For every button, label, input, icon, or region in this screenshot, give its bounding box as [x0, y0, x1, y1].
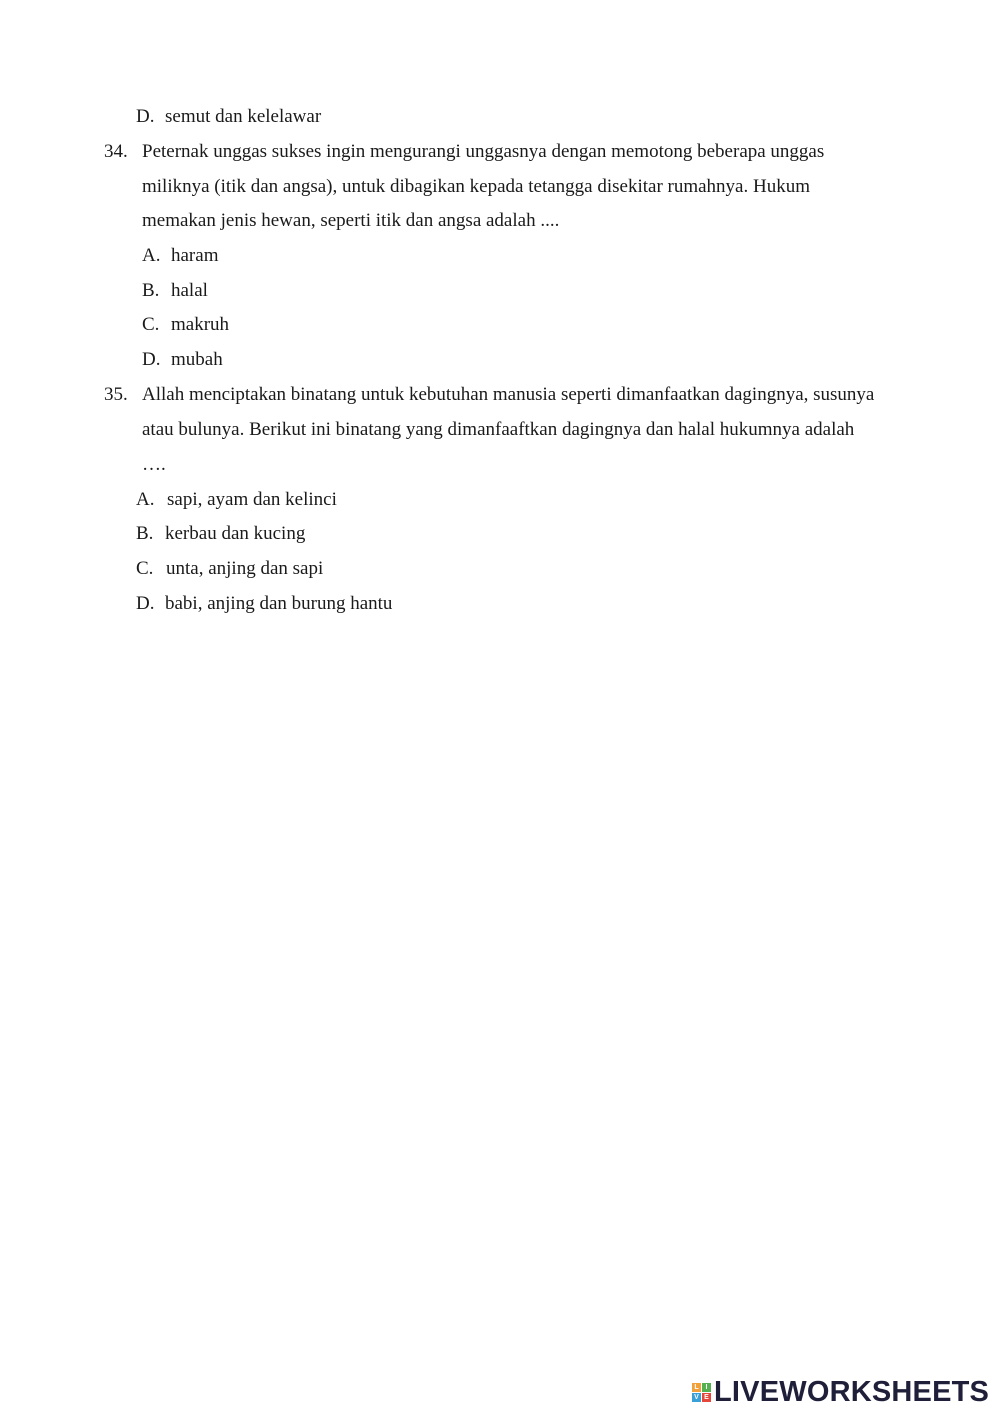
option-text: mubah: [171, 349, 223, 370]
prev-option-d: [136, 105, 321, 129]
option-text: babi, anjing dan burung hantu: [165, 593, 393, 614]
option-text: haram: [171, 245, 219, 266]
question-text-line: ….: [142, 454, 166, 475]
option-text: halal: [171, 280, 208, 301]
logo-text: LIVEWORKSHEETS: [714, 1375, 990, 1408]
liveworksheets-logo: [692, 1374, 989, 1410]
option-text: makruh: [171, 314, 230, 335]
option-label: B.: [136, 523, 154, 544]
logo-square: I: [702, 1383, 711, 1392]
option-text: semut dan kelelawar: [165, 106, 322, 127]
logo-square: L: [692, 1383, 701, 1392]
question-text-line: miliknya (itik dan angsa), untuk dibagikan kepada tetangga disekitar rumahnya. Hukum: [142, 176, 810, 197]
question-text-line: Allah menciptakan binatang untuk kebutuhan manusia seperti dimanfaatkan dagingnya, susunya: [142, 384, 875, 405]
option-label: D.: [136, 106, 155, 127]
option-text: unta, anjing dan sapi: [166, 558, 324, 579]
logo-square: E: [702, 1393, 711, 1402]
question-text-line: Peternak unggas sukses ingin mengurangi unggasnya dengan memotong beberapa unggas: [142, 141, 825, 162]
question-text-line: memakan jenis hewan, seperti itik dan angsa adalah ....: [142, 210, 560, 231]
option-a: [142, 244, 218, 268]
question-number: 35.: [104, 384, 128, 405]
option-d: [136, 592, 392, 616]
option-label: D.: [136, 593, 155, 614]
option-label: A.: [142, 245, 161, 266]
question-text-line: atau bulunya. Berikut ini binatang yang dimanfaaftkan dagingnya dan halal hukumnya adalah: [142, 419, 855, 440]
option-b: [142, 279, 208, 303]
option-label: A.: [136, 489, 155, 510]
option-c: [142, 313, 229, 337]
option-text: kerbau dan kucing: [165, 523, 306, 544]
logo-square: V: [692, 1393, 701, 1402]
logo-squares-icon: [692, 1383, 711, 1402]
option-label: B.: [142, 280, 160, 301]
option-label: D.: [142, 349, 161, 370]
option-label: C.: [136, 558, 154, 579]
option-d: [142, 348, 223, 372]
option-b: [136, 522, 305, 546]
question-number: 34.: [104, 141, 128, 162]
option-c: [136, 557, 323, 581]
option-text: sapi, ayam dan kelinci: [167, 489, 337, 510]
option-a: [136, 488, 337, 512]
option-label: C.: [142, 314, 160, 335]
